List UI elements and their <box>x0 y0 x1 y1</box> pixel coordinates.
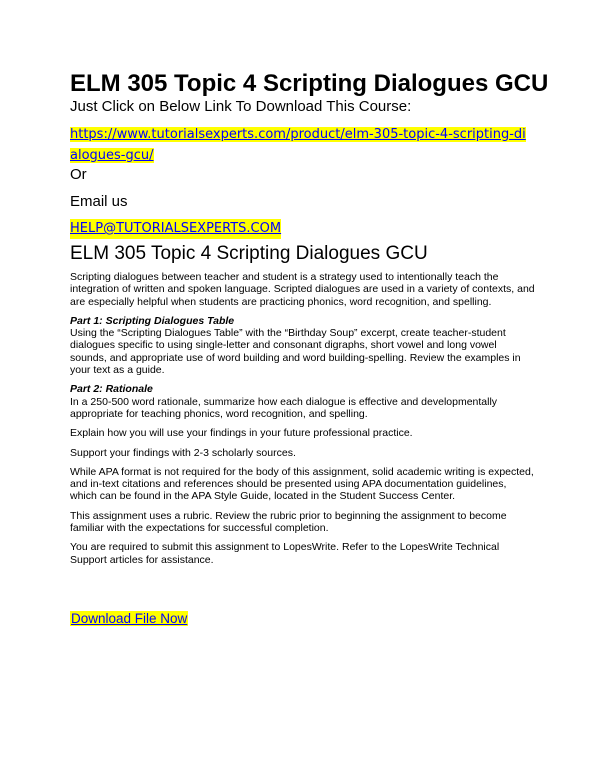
body-paragraph: Support your findings with 2-3 scholarly sources. <box>70 446 296 459</box>
body-paragraph: This assignment uses a rubric. Review the rubric prior to beginning the assignment to become familiar with the expectations for successful completion. <box>70 509 507 535</box>
section-heading: ELM 305 Topic 4 Scripting Dialogues GCU <box>70 243 428 264</box>
course-link[interactable]: https://www.tutorialsexperts.com/product/elm-305-topic-4-scripting-dialogues-gcu/ <box>70 127 526 163</box>
part1-heading: Part 1: Scripting Dialogues Table <box>70 314 235 327</box>
course-link-block <box>70 124 530 166</box>
email-label: Email us <box>70 193 128 210</box>
email-link[interactable]: HELP@TUTORIALSEXPERTS.COM <box>70 219 281 239</box>
download-file-link[interactable]: Download File Now <box>71 611 188 626</box>
page-title: ELM 305 Topic 4 Scripting Dialogues GCU <box>70 70 549 97</box>
body-paragraph: While APA format is not required for the body of this assignment, solid academic writing is expected, and in-text citations and references should be presented using APA documentation guidelines, which can be found in the APA Style Guide, located in the Student Success Center. <box>70 465 534 503</box>
download-instruction: Just Click on Below Link To Download This Course: <box>70 98 412 115</box>
assignment-body <box>70 271 536 566</box>
intro-paragraph: Scripting dialogues between teacher and student is a strategy used to intentionally teach the integration of written and spoken language. Scripted dialogues are used in a variety of contexts, and are especially helpful when students are practicing phonics, word recognition, and spelling. <box>70 271 535 308</box>
part1-paragraph: Using the “Scripting Dialogues Table” with the “Birthday Soup” excerpt, create teacher-student dialogues specific to using single-letter and consonant digraphs, short vowel and long vowel sounds, and appropriate use of word building and word building-spelling. Review the examples in your text as a guide. <box>70 327 521 377</box>
or-label: Or <box>70 166 87 183</box>
body-paragraph: You are required to submit this assignment to LopesWrite. Refer to the LopesWrite Technical Support articles for assistance. <box>70 541 500 566</box>
part2-paragraph: In a 250-500 word rationale, summarize how each dialogue is effective and developmentally appropriate for teaching phonics, word recognition, and spelling. <box>70 395 498 420</box>
body-paragraph: Explain how you will use your findings in your future professional practice. <box>70 427 413 440</box>
part2-heading: Part 2: Rationale <box>70 383 153 396</box>
